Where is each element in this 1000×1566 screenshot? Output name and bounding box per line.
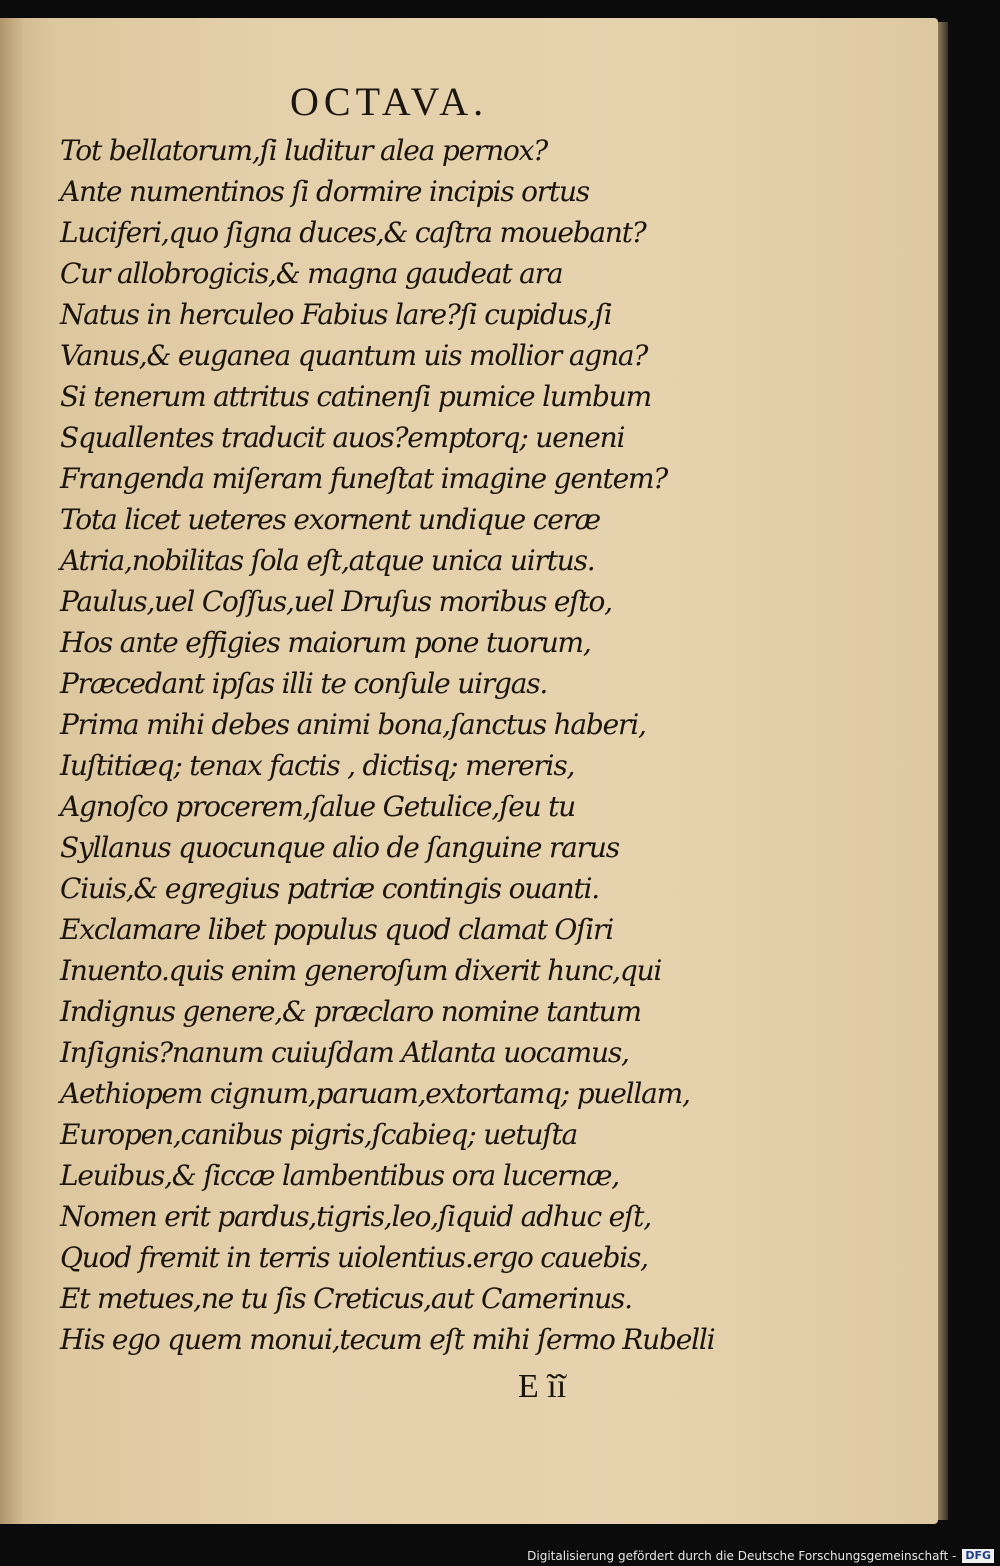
verse-line: Syllanus quocunque alio de ſanguine rarus — [60, 831, 619, 864]
verse-line: Hos ante effigies maiorum pone tuorum, — [60, 626, 591, 659]
verse-line: Indignus genere,& præclaro nomine tantum — [60, 995, 641, 1028]
verse-line: Vanus,& euganea quantum uis mollior agna? — [60, 339, 648, 372]
verse-line: Si tenerum attritus catinenſi pumice lumbum — [60, 380, 651, 413]
verse-line: Squallentes traducit auos?emptorq; ueneni — [60, 421, 625, 454]
verse-line: Iuſtitiæq; tenax factis , dictisq; mereris, — [60, 749, 575, 782]
page-edge — [938, 22, 948, 1520]
verse-line: Cur allobrogicis,& magna gaudeat ara — [60, 257, 563, 290]
verse-block — [60, 130, 715, 1360]
verse-line: Et metues,ne tu ſis Creticus,aut Camerinus. — [60, 1282, 632, 1315]
verse-line: Natus in herculeo Fabius lare?ſi cupidus,ſi — [60, 298, 612, 331]
verse-line: Luciferi,quo ſigna duces,& caſtra mouebant? — [60, 216, 646, 249]
credit-text: Digitalisierung gefördert durch die Deutsche Forschungsgemeinschaft - — [527, 1549, 957, 1563]
verse-line: Inuento.quis enim generoſum dixerit hunc,qui — [60, 954, 662, 987]
verse-line: Leuibus,& ſiccæ lambentibus ora lucernæ, — [60, 1159, 619, 1192]
signature-mark: E ĩĩ — [518, 1368, 567, 1405]
verse-line: Ciuis,& egregius patriæ contingis ouanti. — [60, 872, 600, 905]
verse-line: Agnoſco procerem,ſalue Getulice,ſeu tu — [60, 790, 576, 823]
verse-line: Frangenda miſeram funeſtat imagine gentem? — [60, 462, 668, 495]
verse-line: Prima mihi debes animi bona,ſanctus haberi, — [60, 708, 646, 741]
verse-line: Atria,nobilitas ſola eſt,atque unica uirtus. — [60, 544, 595, 577]
verse-line: Aethiopem cignum,paruam,extortamq; puellam, — [60, 1077, 690, 1110]
verse-line: Europen,canibus pigris,ſcabieq; uetuſta — [60, 1118, 577, 1151]
verse-line: Nomen erit pardus,tigris,leo,ſiquid adhuc eſt, — [60, 1200, 651, 1233]
verse-line: Tota licet ueteres exornent undique ceræ — [60, 503, 600, 536]
verse-line: Tot bellatorum,ſi luditur alea pernox? — [60, 134, 548, 167]
page-header: OCTAVA. — [290, 79, 489, 124]
verse-line: Ante numentinos ſi dormire incipis ortus — [60, 175, 589, 208]
verse-line: Quod fremit in terris uiolentius.ergo cauebis, — [60, 1241, 648, 1274]
digitization-credit — [527, 1548, 994, 1564]
verse-line: His ego quem monui,tecum eſt mihi ſermo Rubelli — [60, 1323, 715, 1356]
page-gutter-shadow — [0, 18, 24, 1524]
verse-line: Exclamare libet populus quod clamat Oſiri — [60, 913, 613, 946]
verse-line: Præcedant ipſas illi te conſule uirgas. — [60, 667, 548, 700]
dfg-logo: DFG — [962, 1549, 994, 1563]
verse-line: Paulus,uel Coſſus,uel Druſus moribus eſto, — [60, 585, 612, 618]
verse-line: Inſignis?nanum cuiuſdam Atlanta uocamus, — [60, 1036, 629, 1069]
